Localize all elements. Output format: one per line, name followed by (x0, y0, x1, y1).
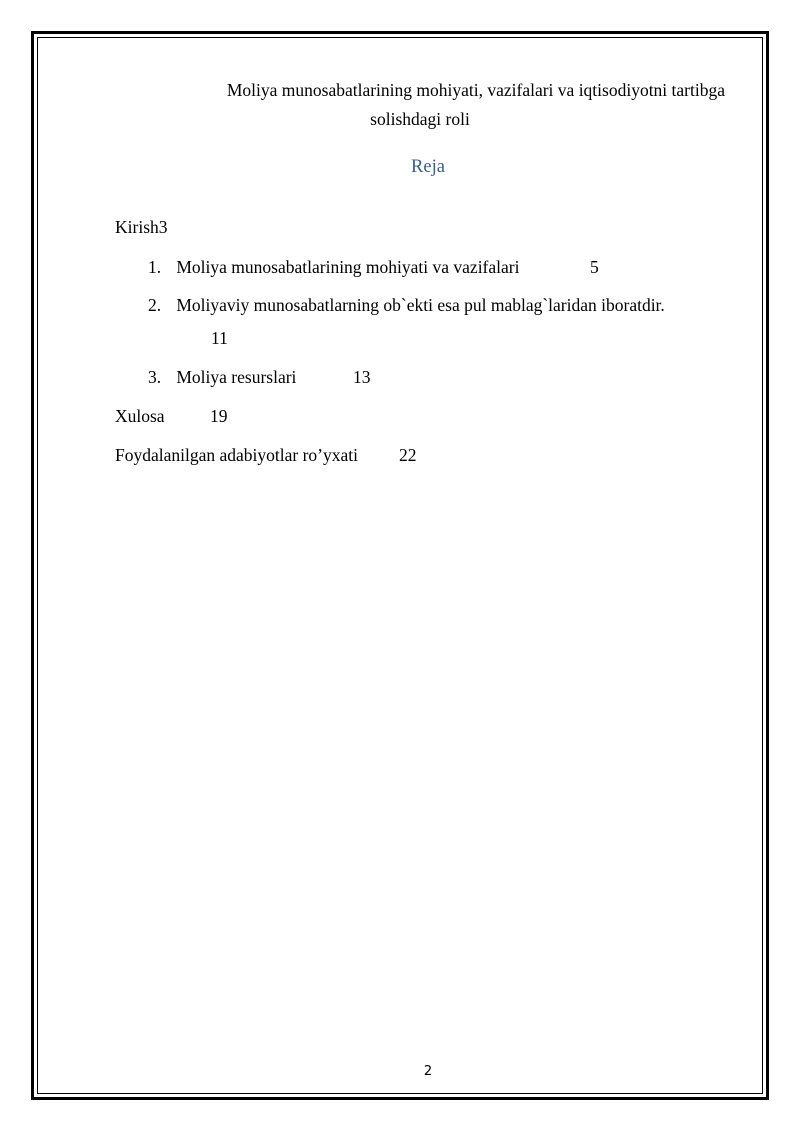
toc-references-label: Foydalanilgan adabiyotlar ro’yxati (115, 445, 358, 465)
plan-heading: Reja (411, 157, 445, 177)
toc-item-number: 3. (148, 367, 162, 387)
toc-conclusion-label: Xulosa (115, 406, 165, 426)
toc-item-page: 5 (590, 257, 599, 277)
toc-intro: Kirish3 (115, 217, 168, 237)
toc-references-page: 22 (399, 445, 417, 465)
toc-item-number: 2. (148, 295, 162, 315)
toc-item-label: Moliyaviy munosabatlarning ob`ekti esa pul mablag`laridan iboratdir. (176, 295, 665, 315)
toc-item-page: 11 (211, 328, 228, 348)
toc-conclusion-page: 19 (210, 406, 228, 426)
page-border-inner (37, 37, 763, 1094)
toc-item-2 (148, 294, 665, 316)
title-line-1: Moliya munosabatlarining mohiyati, vazifalari va iqtisodiyotni tartibga (226, 80, 725, 100)
title-line-2: solishdagi roli (370, 109, 470, 129)
toc-item-label: Moliya munosabatlarining mohiyati va vazifalari (176, 257, 520, 277)
document-title (115, 76, 725, 134)
toc-item-3 (148, 366, 296, 388)
toc-item-label: Moliya resurslari (176, 367, 297, 387)
page-number: 2 (423, 1064, 433, 1079)
toc-item-number: 1. (148, 257, 162, 277)
toc-item-page: 13 (353, 367, 371, 387)
toc-item-1 (148, 256, 519, 278)
